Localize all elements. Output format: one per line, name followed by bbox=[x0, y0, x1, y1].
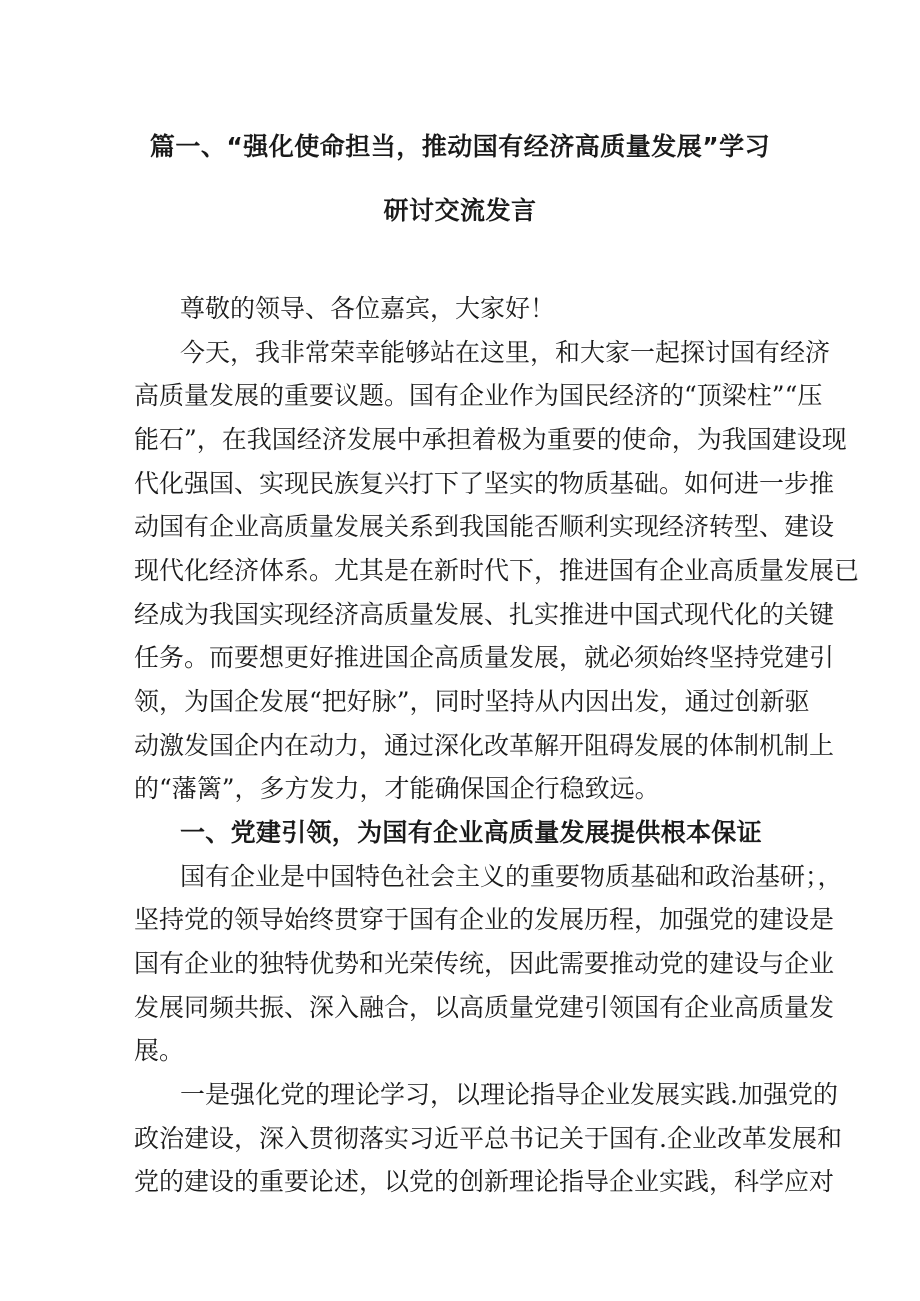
body-text-line: 领，为国企发展“把好脉”，同时坚持从内因出发，通过创新驱 bbox=[134, 687, 810, 716]
body-text-line: 政治建设，深入贯彻落实习近平总书记关于国有.企业改革发展和 bbox=[134, 1124, 842, 1153]
body-text-line: 国有企业是中国特色社会主义的重要物质基础和政治基研；， bbox=[180, 862, 843, 891]
section-heading: 一、党建引领，为国有企业高质量发展提供根本保证 bbox=[180, 818, 762, 847]
body-text-line: 高质量发展的重要议题。国有企业作为国民经济的“顶梁柱”“压 bbox=[134, 381, 823, 410]
document-title-line-2: 研讨交流发言 bbox=[383, 196, 537, 225]
body-text-line: 经成为我国实现经济高质量发展、扎实推进中国式现代化的关键 bbox=[134, 600, 835, 629]
body-text-line: 的“藩篱”，多方发力，才能确保国企行稳致远。 bbox=[134, 774, 660, 803]
body-text-line: 今天，我非常荣幸能够站在这里，和大家一起探讨国有经济 bbox=[180, 338, 831, 367]
body-text-line: 展。 bbox=[134, 1036, 185, 1065]
body-text-line: 发展同频共振、深入融合，以高质量党建引领国有企业高质量发 bbox=[134, 993, 835, 1022]
body-text-line: 任务。而要想更好推进国企高质量发展，就必须始终坚持党建引 bbox=[134, 643, 835, 672]
body-text-line: 党的建设的重要论述，以党的创新理论指导企业实践，科学应对 bbox=[134, 1167, 835, 1196]
body-text-line: 动国有企业高质量发展关系到我国能否顺利实现经济转型、建设 bbox=[134, 512, 835, 541]
body-text-line: 动激发国企内在动力，通过深化改革解开阻碍发展的体制机制上 bbox=[134, 731, 835, 760]
greeting-line: 尊敬的领导、各位嘉宾，大家好！ bbox=[180, 294, 556, 323]
body-text-line: 一是强化党的理论学习，以理论指导企业发展实践.加强党的 bbox=[180, 1080, 838, 1109]
document-title-line-1: 篇一、“强化使命担当，推动国有经济高质量发展”学习 bbox=[149, 132, 771, 161]
body-text-line: 现代化经济体系。尤其是在新时代下，推进国有企业高质量发展已 bbox=[134, 556, 860, 585]
body-text-line: 坚持党的领导始终贯穿于国有企业的发展历程，加强党的建设是 bbox=[134, 905, 835, 934]
body-text-line: 代化强国、实现民族复兴打下了坚实的物质基础。如何进一步推 bbox=[134, 469, 835, 498]
body-text-line: 能石”，在我国经济发展中承担着极为重要的使命，为我国建设现 bbox=[134, 425, 847, 454]
body-text-line: 国有企业的独特优势和光荣传统，因此需要推动党的建设与企业 bbox=[134, 949, 835, 978]
